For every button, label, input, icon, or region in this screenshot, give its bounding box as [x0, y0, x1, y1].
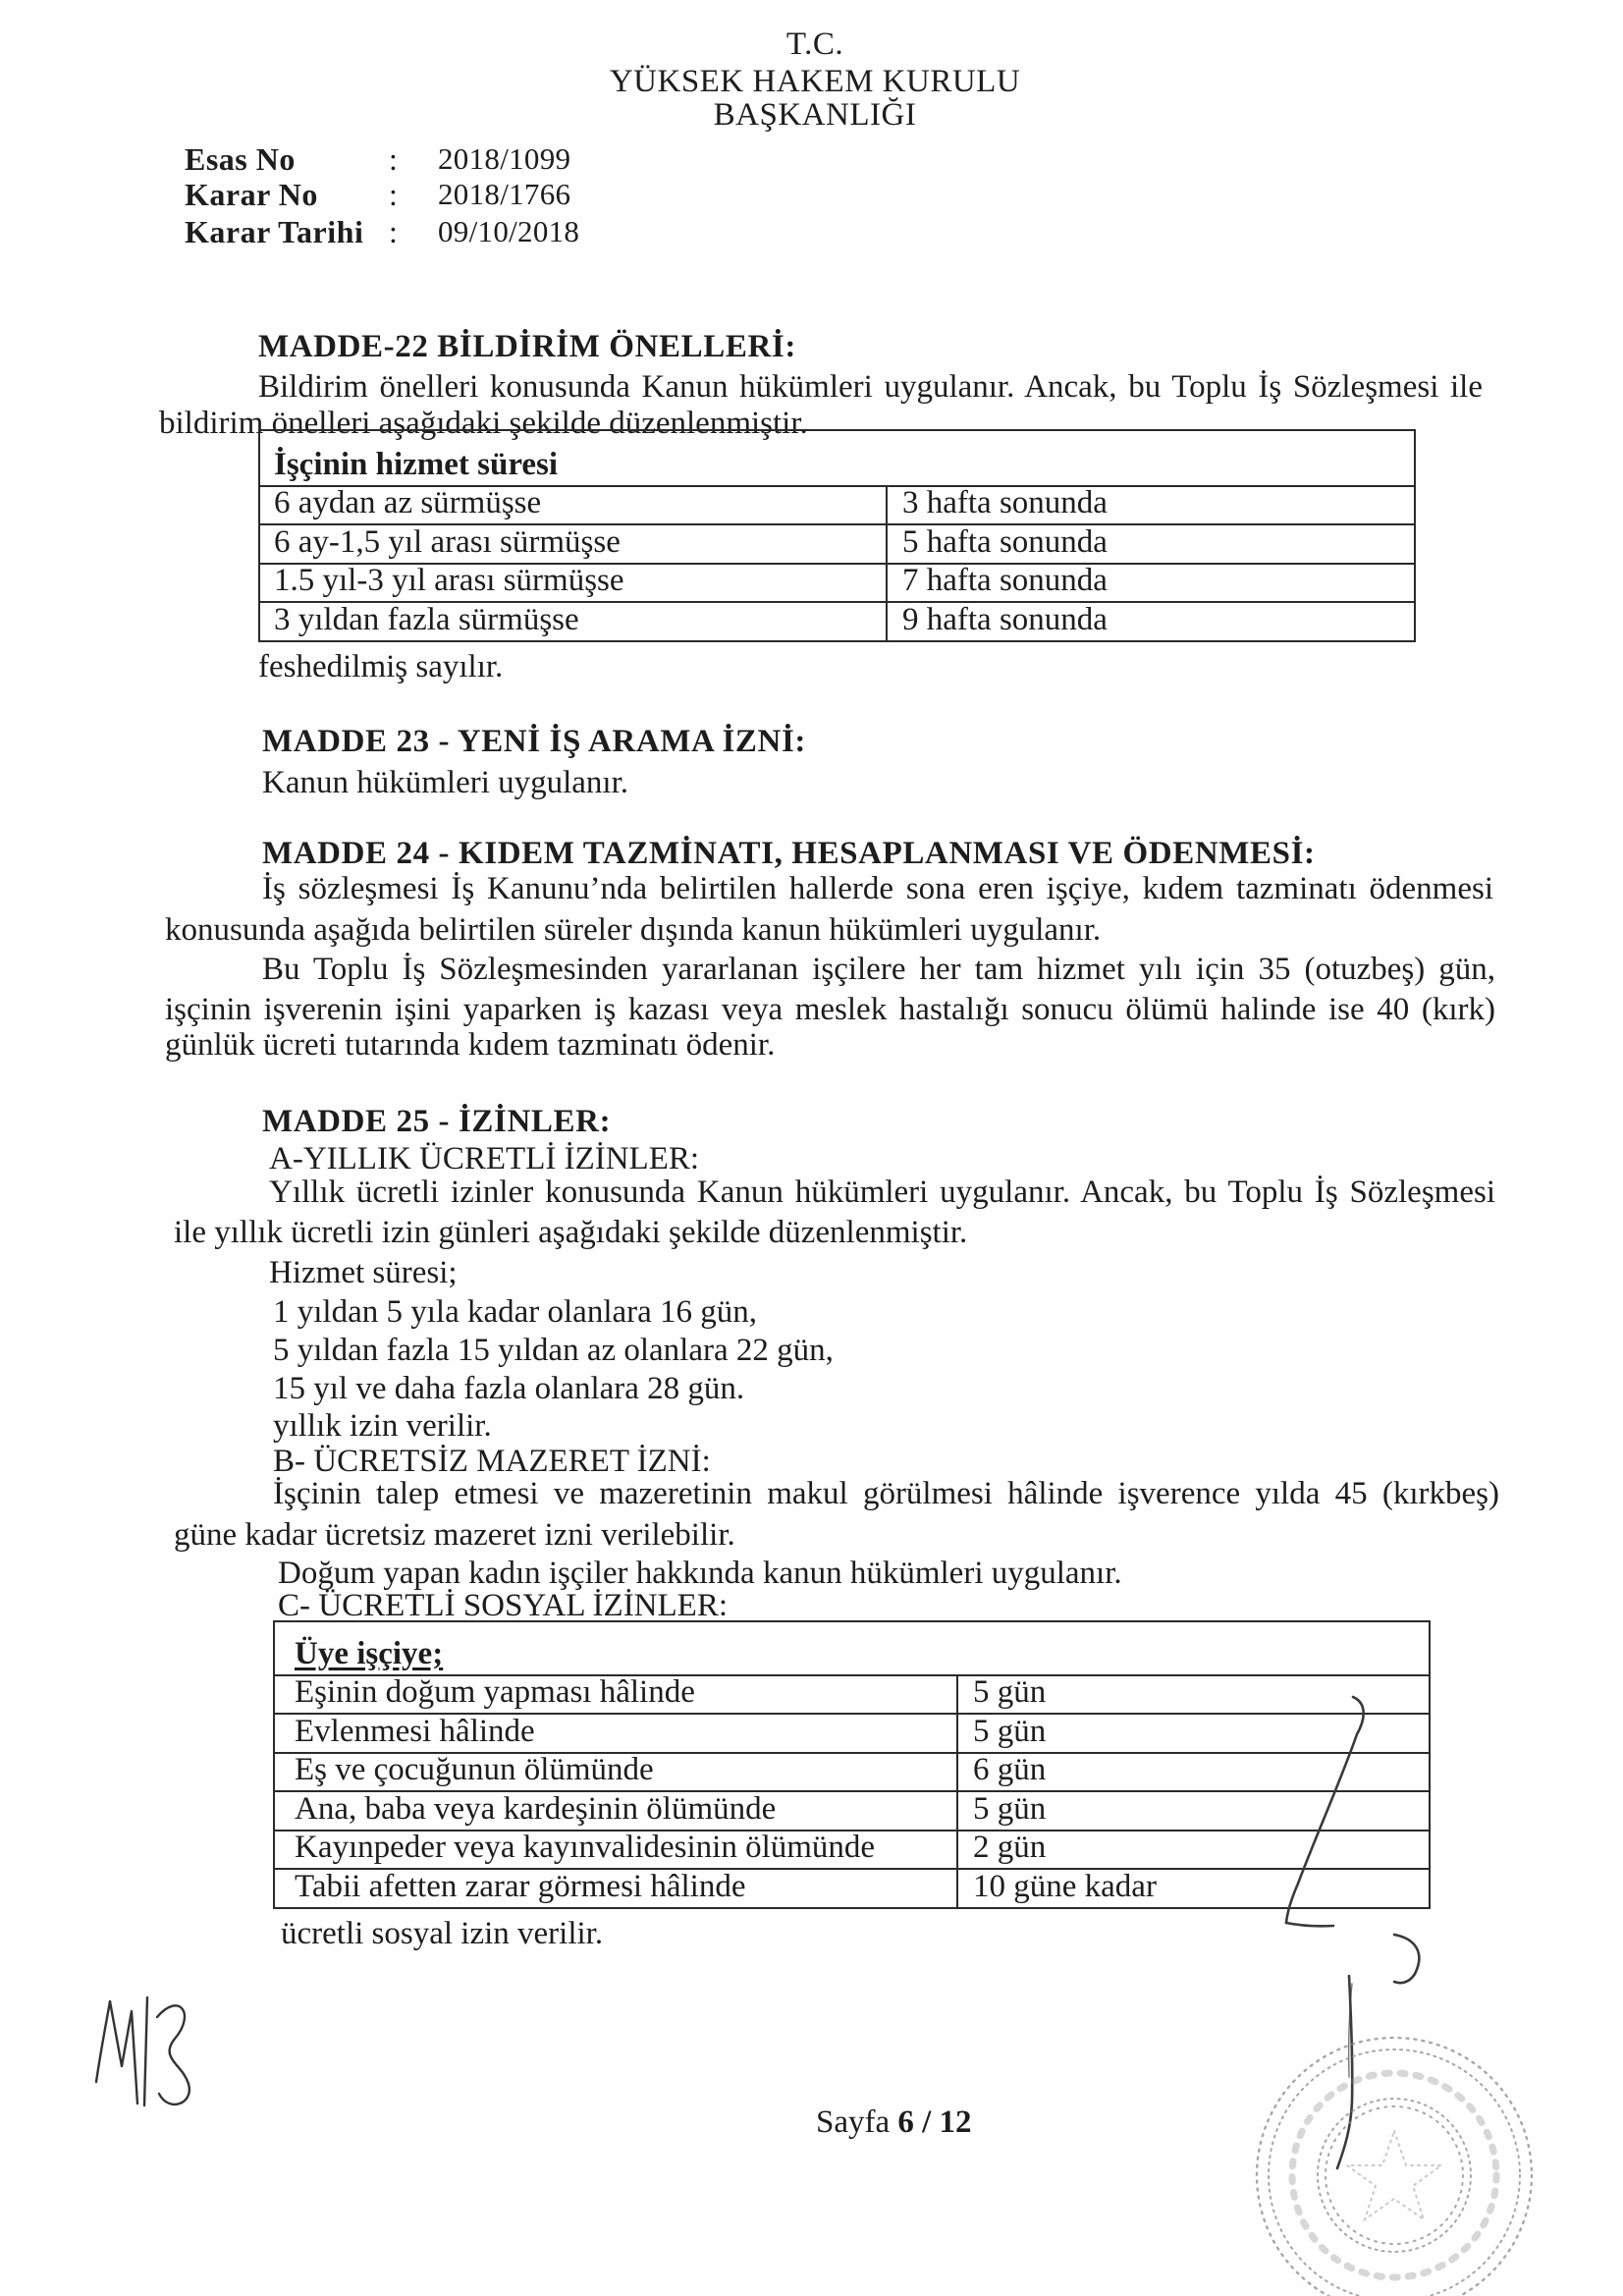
paragraph-line: 15 yıl ve daha fazla olanlara 28 gün. — [273, 1371, 745, 1406]
paragraph-line: güne kadar ücretsiz mazeret izni verilebilir. — [174, 1517, 735, 1553]
madde-25-heading: MADDE 25 - İZİNLER: — [262, 1104, 612, 1139]
paragraph-line: İş sözleşmesi İş Kanunu’nda belirtilen hallerde sona eren işçiye, kıdem tazminatı ödenmesi — [262, 871, 1493, 906]
karar-tarihi-separator: : — [389, 214, 398, 249]
paragraph-line: Doğum yapan kadın işçiler hakkında kanun hükümleri uygulanır. — [278, 1556, 1122, 1591]
notice-period-cell: 3 hafta sonunda — [887, 486, 1415, 524]
paragraph-line: konusunda aşağıda belirtilen süreler dışında kanun hükümleri uygulanır. — [165, 912, 1102, 948]
paragraph-line: Bildirim önelleri konusunda Kanun hükümleri uygulanır. Ancak, bu Toplu İş Sözleşmesi ile — [258, 369, 1483, 405]
page-footer — [816, 2103, 972, 2142]
official-stamp — [1247, 2003, 1571, 2296]
paragraph-line: bildirim önelleri aşağıdaki şekilde düzenlenmiştir. — [159, 406, 808, 441]
leave-days-cell: 2 gün — [957, 1831, 1430, 1869]
leave-event-cell: Evlenmesi hâlinde — [274, 1714, 957, 1753]
leave-days-cell: 5 gün — [957, 1791, 1430, 1831]
notice-period-cell: 7 hafta sonunda — [887, 564, 1415, 602]
paragraph-line: Yıllık ücretli izinler konusunda Kanun hükümleri uygulanır. Ancak, bu Toplu İş Sözleşmesi — [269, 1175, 1495, 1210]
esas-no-value: 2018/1099 — [438, 141, 571, 176]
table-header-row — [259, 430, 1415, 486]
paragraph-line: Kanun hükümleri uygulanır. — [262, 765, 629, 800]
karar-no-separator: : — [389, 177, 398, 212]
notice-period-table — [258, 429, 1416, 642]
karar-tarihi-label: Karar Tarihi — [185, 214, 364, 249]
header-council: YÜKSEK HAKEM KURULU — [609, 64, 1021, 99]
karar-tarihi-value: 09/10/2018 — [438, 214, 580, 248]
madde-24-heading: MADDE 24 - KIDEM TAZMİNATI, HESAPLANMASI VE ÖDENMESİ: — [262, 836, 1316, 871]
page-number: 6 / 12 — [897, 2105, 972, 2140]
page-label: Sayfa — [816, 2105, 891, 2140]
madde-23-heading: MADDE 23 - YENİ İŞ ARAMA İZNİ: — [262, 724, 806, 759]
table-row — [259, 602, 1415, 641]
header-presidency: BAŞKANLIĞI — [713, 97, 917, 133]
table-row — [259, 524, 1415, 564]
leave-event-cell: Eşinin doğum yapması hâlinde — [274, 1675, 957, 1714]
paragraph-line: İşçinin talep etmesi ve mazeretinin makul görülmesi hâlinde işverence yılda 45 (kırkbeş) — [273, 1476, 1499, 1511]
table-header-cell: İşçinin hizmet süresi — [259, 430, 1415, 486]
paragraph-line: 5 yıldan fazla 15 yıldan az olanlara 22 gün, — [273, 1333, 834, 1368]
handwritten-initials — [88, 1984, 206, 2121]
leave-event-cell: Eş ve çocuğunun ölümünde — [274, 1753, 957, 1791]
karar-no-label: Karar No — [185, 177, 318, 212]
table-row — [259, 564, 1415, 602]
table-row — [259, 486, 1415, 524]
table-header-cell — [274, 1621, 1430, 1675]
notice-period-cell: 5 hafta sonunda — [887, 524, 1415, 564]
paragraph-line: 1 yıldan 5 yıla kadar olanlara 16 gün, — [273, 1294, 758, 1330]
paragraph-line: ücretli sosyal izin verilir. — [281, 1916, 604, 1951]
section-a-title: A-YILLIK ÜCRETLİ İZİNLER: — [269, 1141, 700, 1176]
paragraph-line: Bu Toplu İş Sözleşmesinden yararlanan işçilere her tam hizmet yılı için 35 (otuzbeş) gün, — [262, 952, 1495, 987]
leave-event-cell: Ana, baba veya kardeşinin ölümünde — [274, 1791, 957, 1831]
leave-days-cell: 5 gün — [957, 1714, 1430, 1753]
esas-no-label: Esas No — [185, 141, 296, 177]
service-duration-cell: 6 ay-1,5 yıl arası sürmüşse — [259, 524, 887, 564]
service-duration-cell: 6 aydan az sürmüşse — [259, 486, 887, 524]
header-tc: T.C. — [785, 27, 844, 62]
notice-period-cell: 9 hafta sonunda — [887, 602, 1415, 641]
section-c-title: C- ÜCRETLİ SOSYAL İZİNLER: — [278, 1588, 729, 1623]
paragraph-line: feshedilmiş sayılır. — [258, 649, 504, 684]
table-header-row — [274, 1621, 1430, 1675]
paragraph-line: Hizmet süresi; — [269, 1255, 458, 1290]
karar-no-value: 2018/1766 — [438, 177, 571, 211]
paragraph-line: yıllık izin verilir. — [273, 1408, 492, 1444]
table-header-label: Üye işçiye; — [295, 1636, 444, 1671]
service-duration-cell: 1.5 yıl-3 yıl arası sürmüşse — [259, 564, 887, 602]
leave-days-cell: 5 gün — [957, 1675, 1430, 1714]
paragraph-line: işçinin işverenin işini yaparken iş kazası veya meslek hastalığı sonucu ölümü halinde ise 40 (kırk) — [165, 992, 1495, 1027]
leave-event-cell: Tabii afetten zarar görmesi hâlinde — [274, 1869, 957, 1908]
madde-22-heading: MADDE-22 BİLDİRİM ÖNELLERİ: — [258, 329, 796, 364]
esas-no-separator: : — [389, 141, 398, 177]
section-b-title: B- ÜCRETSİZ MAZERET İZNİ: — [273, 1444, 711, 1479]
leave-event-cell: Kayınpeder veya kayınvalidesinin ölümünde — [274, 1831, 957, 1869]
paragraph-line: günlük ücreti tutarında kıdem tazminatı ödenir. — [165, 1027, 776, 1063]
service-duration-cell: 3 yıldan fazla sürmüşse — [259, 602, 887, 641]
leave-days-cell: 6 gün — [957, 1753, 1430, 1791]
paragraph-line: ile yıllık ücretli izin günleri aşağıdaki şekilde düzenlenmiştir. — [174, 1215, 968, 1250]
leave-days-cell: 10 güne kadar — [957, 1869, 1430, 1908]
